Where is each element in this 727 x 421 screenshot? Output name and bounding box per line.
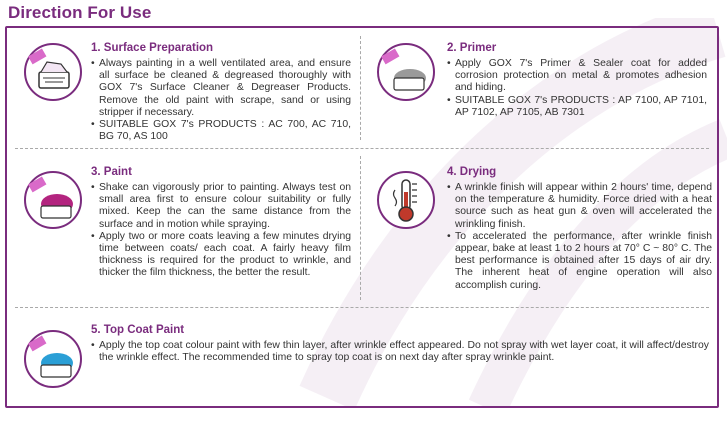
bullet-item: • Always painting in a well ventilated area, and ensure all surface be cleaned & degreased thoroughly with GOX 7's Surface Cleaner & Degreaser Products. Remove the old paint with scrape, sand or using stripper if necessary.: [91, 58, 351, 119]
bullet-item: • Apply GOX 7's Primer & Sealer coat for added corrosion protection on metal & promotes adhesion and hiding.: [447, 58, 707, 95]
section-title: 5. Top Coat Paint: [91, 324, 185, 336]
bullet-item: • Shake can vigorously prior to painting. Always test on small area first to ensure colour suitability or fully mixed. Keep the can the same distance from the surface and in motion while spraying.: [91, 182, 351, 231]
section-body: [91, 340, 709, 364]
section-body: [447, 182, 712, 292]
section-body: [91, 58, 351, 143]
section-body: [447, 58, 707, 119]
bullet-item: • SUITABLE GOX 7's PRODUCTS : AP 7100, AP 7101, AP 7102, AP 7105, AB 7301: [447, 95, 707, 119]
divider-horizontal-1: [15, 148, 709, 149]
page-title: Direction For Use: [8, 3, 152, 22]
section-body: [91, 182, 351, 280]
bullet-item: • Apply the top coat colour paint with few thin layer, after wrinkle effect appeared. Do not spray with wet layer coat, it will affect/destroy the wrinkle effect. The recommended time to spray top coat is on next day after spray wrinkle paint.: [91, 340, 709, 364]
top-coat-spray-icon: [23, 329, 83, 389]
bullet-item: • SUITABLE GOX 7's PRODUCTS : AC 700, AC 710, BG 70, AS 100: [91, 119, 351, 143]
paint-spray-icon: [23, 170, 83, 230]
bullet-item: • To accelerated the performance, after wrinkle finish appear, bake at least 1 to 2 hours at 70° C ~ 80° C. The best performance is obtained after 15 days of air dry. The inherent heat of engine operation will also accomplish curing.: [447, 231, 712, 292]
bullet-item: • A wrinkle finish will appear within 2 hours' time, depend on the temperature & humidity. Force dried with a heat source such as heat gun & oven will accelerated the wrinkling finish.: [447, 182, 712, 231]
directions-panel: [5, 26, 719, 408]
section-title: 4. Drying: [447, 166, 497, 178]
primer-spray-icon: [376, 42, 436, 102]
section-title: 2. Primer: [447, 42, 497, 54]
section-title: 1. Surface Preparation: [91, 42, 214, 54]
thermometer-icon: [376, 170, 436, 230]
section-title: 3. Paint: [91, 166, 132, 178]
divider-horizontal-2: [15, 307, 709, 308]
surface-cleaning-icon: [23, 42, 83, 102]
divider-vertical-1: [360, 36, 361, 140]
bullet-item: • Apply two or more coats leaving a few minutes drying time between coats/ each coat. A fairly heavy film thickness is required for the product to wrinkle, and thicker the film thickness, the better the result.: [91, 231, 351, 280]
divider-vertical-2: [360, 156, 361, 300]
